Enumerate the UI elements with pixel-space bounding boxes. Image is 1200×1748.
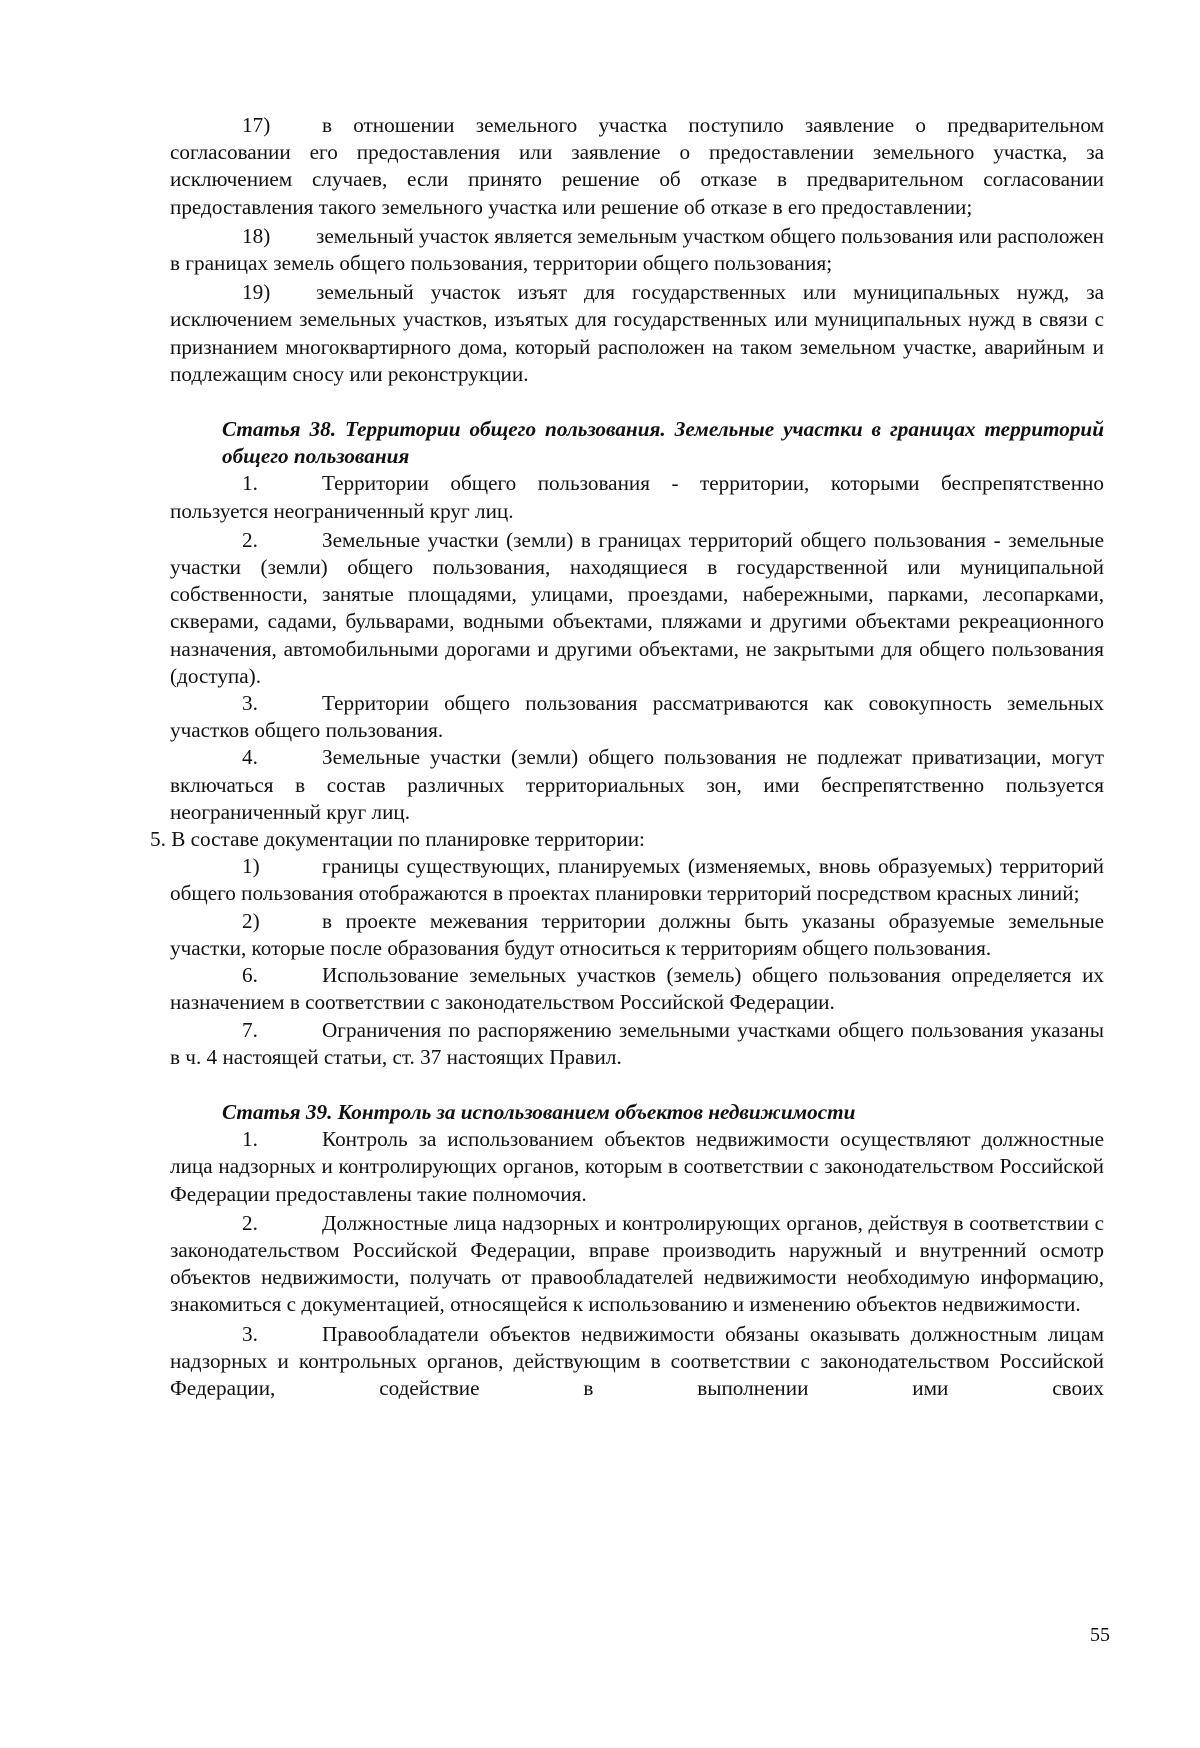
item-text: земельный участок является земельным участком общего пользования или расположен в границах земель общего пользования, территории общего пользования;	[170, 223, 1105, 276]
item-number: 6.	[242, 963, 258, 988]
item-text: в проекте межевания территории должны быть указаны образуемые земельные участки, которые после образования будут относиться к территориям общего пользования.	[170, 908, 1104, 960]
item-number: 17)	[242, 113, 271, 137]
item-number: 19)	[242, 280, 271, 305]
article-39-item-3	[170, 1321, 1104, 1403]
article-38-item-2	[170, 527, 1104, 690]
document-page	[150, 112, 1105, 1402]
article-38-item-1	[170, 470, 1104, 524]
item-number: 1.	[242, 1127, 258, 1152]
item-number: 3.	[242, 1321, 258, 1346]
item-number: 2.	[242, 527, 258, 552]
item-text: границы существующих, планируемых (изменяемых, вновь образуемых) территорий общего пользования отображаются в проектах планировки территорий посредством красных линий;	[170, 854, 1104, 906]
item-number: 1)	[242, 854, 260, 879]
article-38-item-6	[170, 962, 1104, 1016]
item-text: Использование земельных участков (земель) общего пользования определяется их назначением в соответствии с законодательством Российской Федерации.	[170, 963, 1104, 1015]
paragraph-17	[170, 112, 1104, 221]
article-38-heading: Статья 38. Территории общего пользования. Земельные участки в границах территорий общего пользования	[222, 417, 1104, 469]
article-38-subitem-1	[170, 853, 1104, 907]
paragraph-19	[170, 279, 1104, 388]
item-number: 7.	[242, 1017, 258, 1042]
item-number: 18)	[242, 223, 271, 248]
item-text: в отношении земельного участка поступило заявление о предварительном согласовании его предоставления или заявление о предоставлении земельного участка, за исключением случаев, если принято решение об отказе в предварительном согласовании предоставления такого земельного участка или решение об отказе в его предоставлении;	[170, 113, 1104, 219]
item-text: Земельные участки (земли) в границах территорий общего пользования - земельные участки (земли) общего пользования, находящиеся в государственной или муниципальной собственности, занятые площадями, улицами, проездами, набережными, парками, лесопарками, скверами, садами, бульварами, водными объектами, пляжами и другими объектами рекреационного назначения, автомобильными дорогами и другими объектами, не закрытыми для общего пользования (доступа).	[170, 527, 1104, 688]
item-text: Должностные лица надзорных и контролирующих органов, действуя в соответствии с законодательством Российской Федерации, вправе производить наружный и внутренний осмотр объектов недвижимости, получать от правообладателей недвижимости необходимую информацию, знакомиться с документацией, относящейся к использованию и изменению объектов недвижимости.	[170, 1210, 1104, 1317]
article-39-heading: Статья 39. Контроль за использованием объектов недвижимости	[222, 1099, 856, 1124]
paragraph-18	[170, 223, 1104, 277]
item-number: 3.	[242, 691, 258, 716]
item-text: Контроль за использованием объектов недвижимости осуществляют должностные лица надзорных и контролирующих органов, которым в соответствии с законодательством Российской Федерации предоставлены такие полномочия.	[170, 1127, 1104, 1206]
item-number: 2)	[242, 908, 260, 933]
article-39-item-1	[170, 1126, 1104, 1208]
article-38-item-3	[170, 690, 1104, 744]
item-number: 2.	[242, 1210, 258, 1235]
article-38-item-4	[170, 744, 1104, 826]
article-38-item-5: 5. В составе документации по планировке территории:	[150, 827, 645, 852]
item-text: Территории общего пользования - территории, которыми беспрепятственно пользуется неограниченный круг лиц.	[170, 471, 1104, 523]
item-number: 1.	[242, 471, 258, 496]
item-text: Земельные участки (земли) общего пользования не подлежат приватизации, могут включаться в состав различных территориальных зон, ими беспрепятственно пользуется неограниченный круг лиц.	[170, 745, 1104, 824]
item-text: земельный участок изъят для государственных или муниципальных нужд, за исключением земельных участков, изъятых для государственных или муниципальных нужд в связи с признанием многоквартирного дома, который расположен на таком земельном участке, аварийным и подлежащим сносу или реконструкции.	[170, 280, 1104, 386]
item-text: Ограничения по распоряжению земельными участками общего пользования указаны в ч. 4 настоящей статьи, ст. 37 настоящих Правил.	[170, 1017, 1104, 1069]
page-number: 55	[1090, 1624, 1110, 1646]
article-38-item-7	[170, 1017, 1104, 1071]
item-text: Правообладатели объектов недвижимости обязаны оказывать должностным лицам надзорных и контрольных органов, действующим в соответствии с законодательством Российской Федерации, содействие в выполнении ими своих	[170, 1321, 1104, 1400]
item-text: Территории общего пользования рассматриваются как совокупность земельных участков общего пользования.	[170, 691, 1104, 743]
article-39-item-2	[170, 1210, 1104, 1319]
item-number: 4.	[242, 745, 258, 770]
article-38-subitem-2	[170, 908, 1104, 962]
